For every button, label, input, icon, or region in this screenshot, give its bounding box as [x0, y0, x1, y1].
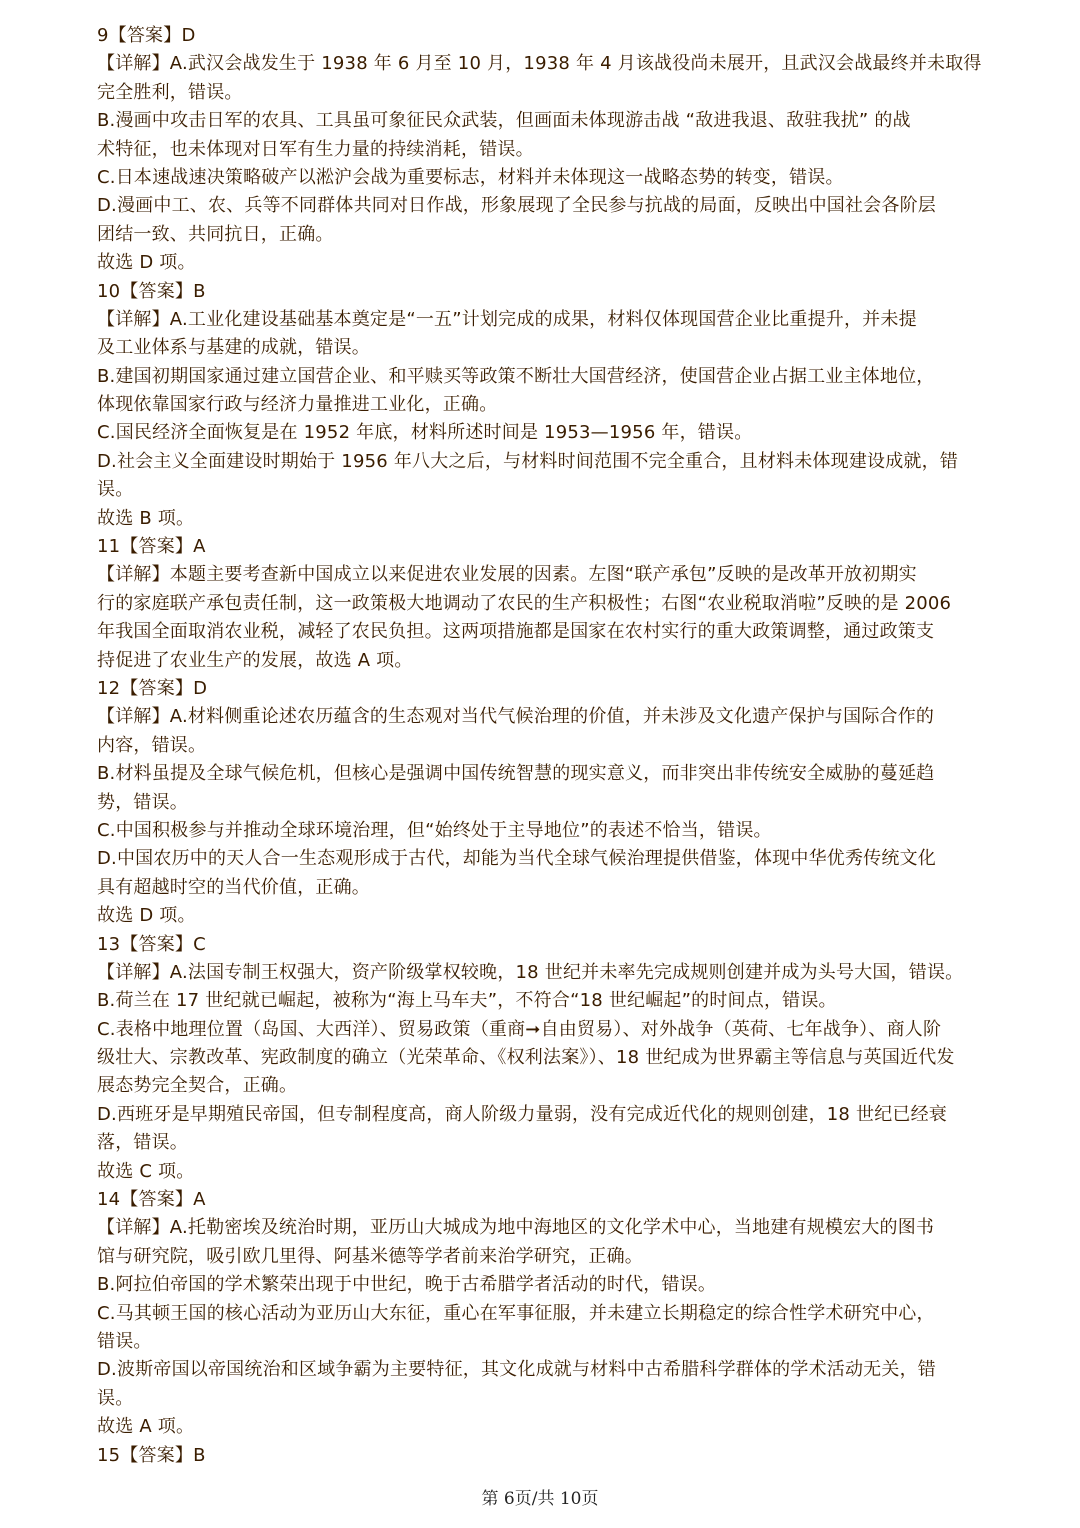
text-line: D.漫画中工、农、兵等不同群体共同对日作战，形象展现了全民参与抗战的局面，反映出中国社会各阶层 — [97, 195, 936, 217]
text-line: 故选 C 项。 — [97, 1160, 195, 1182]
text-line: 团结一致、共同抗日，正确。 — [97, 223, 334, 245]
text-line: 年我国全面取消农业税，减轻了农民负担。这两项措施都是国家在农村实行的重大政策调整，通过政策支 — [97, 621, 935, 643]
text-line: 故选 D 项。 — [97, 905, 196, 927]
text-line: B.材料虽提及全球气候危机，但核心是强调中国传统智慧的现实意义，而非突出非传统安全威胁的蔓延趋 — [97, 763, 935, 785]
text-line: C.表格中地理位置（岛国、大西洋）、贸易政策（重商➞自由贸易）、对外战争（英荷、七年战争）、商人阶 — [97, 1018, 942, 1040]
text-line: B.荷兰在 17 世纪就已崛起，被称为“海上马车夫”，不符合“18 世纪崛起”的时间点，错误。 — [97, 990, 837, 1012]
text-line: 14【答案】A — [97, 1189, 206, 1211]
text-line: 故选 D 项。 — [97, 252, 196, 274]
text-line: 11【答案】A — [97, 536, 206, 558]
text-line: 错误。 — [97, 1330, 152, 1352]
text-line: 落，错误。 — [97, 1132, 188, 1154]
text-line: 10【答案】B — [97, 280, 206, 302]
text-line: 体现依靠国家行政与经济力量推进工业化，正确。 — [97, 394, 498, 416]
text-line: 具有超越时空的当代价值，正确。 — [97, 876, 370, 898]
text-line: 【详解】A.材料侧重论述农历蕴含的生态观对当代气候治理的价值，并未涉及文化遗产保护与国际合作的 — [97, 706, 935, 728]
text-line: 及工业体系与基建的成就，错误。 — [97, 337, 370, 359]
text-line: 【详解】A.武汉会战发生于 1938 年 6 月至 10 月，1938 年 4 月该战役尚未展开，且武汉会战最终并未取得 — [97, 53, 982, 75]
text-line: 【详解】A.法国专制王权强大，资产阶级掌权较晚，18 世纪并未率先完成规则创建并成为头号大国，错误。 — [97, 961, 964, 983]
text-line: 故选 B 项。 — [97, 507, 195, 529]
text-line: D.社会主义全面建设时期始于 1956 年八大之后，与材料时间范围不完全重合，且材料未体现建设成就，错 — [97, 450, 959, 472]
text-line: 馆与研究院，吸引欧几里得、阿基米德等学者前来治学研究，正确。 — [97, 1245, 643, 1267]
text-line: C.中国积极参与并推动全球环境治理，但“始终处于主导地位”的表述不恰当，错误。 — [97, 819, 772, 841]
text-line: 【详解】A.工业化建设基础基本奠定是“一五”计划完成的成果，材料仅体现国营企业比重提升，并未提 — [97, 308, 917, 330]
text-line: 展态势完全契合，正确。 — [97, 1075, 298, 1097]
text-line: 【详解】本题主要考查新中国成立以来促进农业发展的因素。左图“联产承包”反映的是改革开放初期实 — [97, 564, 917, 586]
answer-explanations — [97, 22, 987, 1470]
text-line: D.中国农历中的天人合一生态观形成于古代，却能为当代全球气候治理提供借鉴，体现中华优秀传统文化 — [97, 848, 936, 870]
text-line: 完全胜利，错误。 — [97, 81, 243, 103]
text-line: 9【答案】D — [97, 25, 196, 46]
text-line: D.波斯帝国以帝国统治和区域争霸为主要特征，其文化成就与材料中古希腊科学群体的学术活动无关，错 — [97, 1359, 936, 1381]
text-line: C.马其顿王国的核心活动为亚历山大东征，重心在军事征服，并未建立长期稳定的综合性学术研究中心， — [97, 1302, 935, 1324]
text-line: 级壮大、宗教改革、宪政制度的确立（光荣革命、《权利法案》）、18 世纪成为世界霸主等信息与英国近代发 — [97, 1047, 955, 1069]
text-line: C.日本速战速决策略破产以淞沪会战为重要标志，材料并未体现这一战略态势的转变，错误。 — [97, 166, 844, 188]
text-line: 行的家庭联产承包责任制，这一政策极大地调动了农民的生产积极性；右图“农业税取消啦”反映的是 2006 — [97, 592, 952, 614]
page-number: 第 6页/共 10页 — [481, 1489, 599, 1509]
text-line: 13【答案】C — [97, 933, 206, 955]
text-line: 15【答案】B — [97, 1444, 206, 1466]
text-line: 故选 A 项。 — [97, 1416, 195, 1438]
text-line: 势，错误。 — [97, 791, 188, 813]
text-line: 持促进了农业生产的发展，故选 A 项。 — [97, 649, 413, 671]
text-line: 术特征，也未体现对日军有生力量的持续消耗，错误。 — [97, 138, 534, 160]
text-line: 内容，错误。 — [97, 734, 207, 756]
text-line: D.西班牙是早期殖民帝国，但专制程度高，商人阶级力量弱，没有完成近代化的规则创建，18 世纪已经衰 — [97, 1103, 948, 1125]
text-line: 误。 — [97, 479, 134, 501]
text-line: B.阿拉伯帝国的学术繁荣出现于中世纪，晚于古希腊学者活动的时代，错误。 — [97, 1274, 717, 1296]
text-line: C.国民经济全面恢复是在 1952 年底，材料所述时间是 1953—1956 年，错误。 — [97, 422, 753, 444]
text-line: B.建国初期国家通过建立国营企业、和平赎买等政策不断壮大国营经济，使国营企业占据工业主体地位， — [97, 365, 935, 387]
text-line: 12【答案】D — [97, 677, 208, 699]
text-line: B.漫画中攻击日军的农具、工具虽可象征民众武装，但画面未体现游击战 “敌进我退、敌驻我扰” 的战 — [97, 110, 911, 132]
text-line: 【详解】A.托勒密埃及统治时期，亚历山大城成为地中海地区的文化学术中心，当地建有规模宏大的图书 — [97, 1217, 935, 1239]
text-line: 误。 — [97, 1387, 134, 1409]
